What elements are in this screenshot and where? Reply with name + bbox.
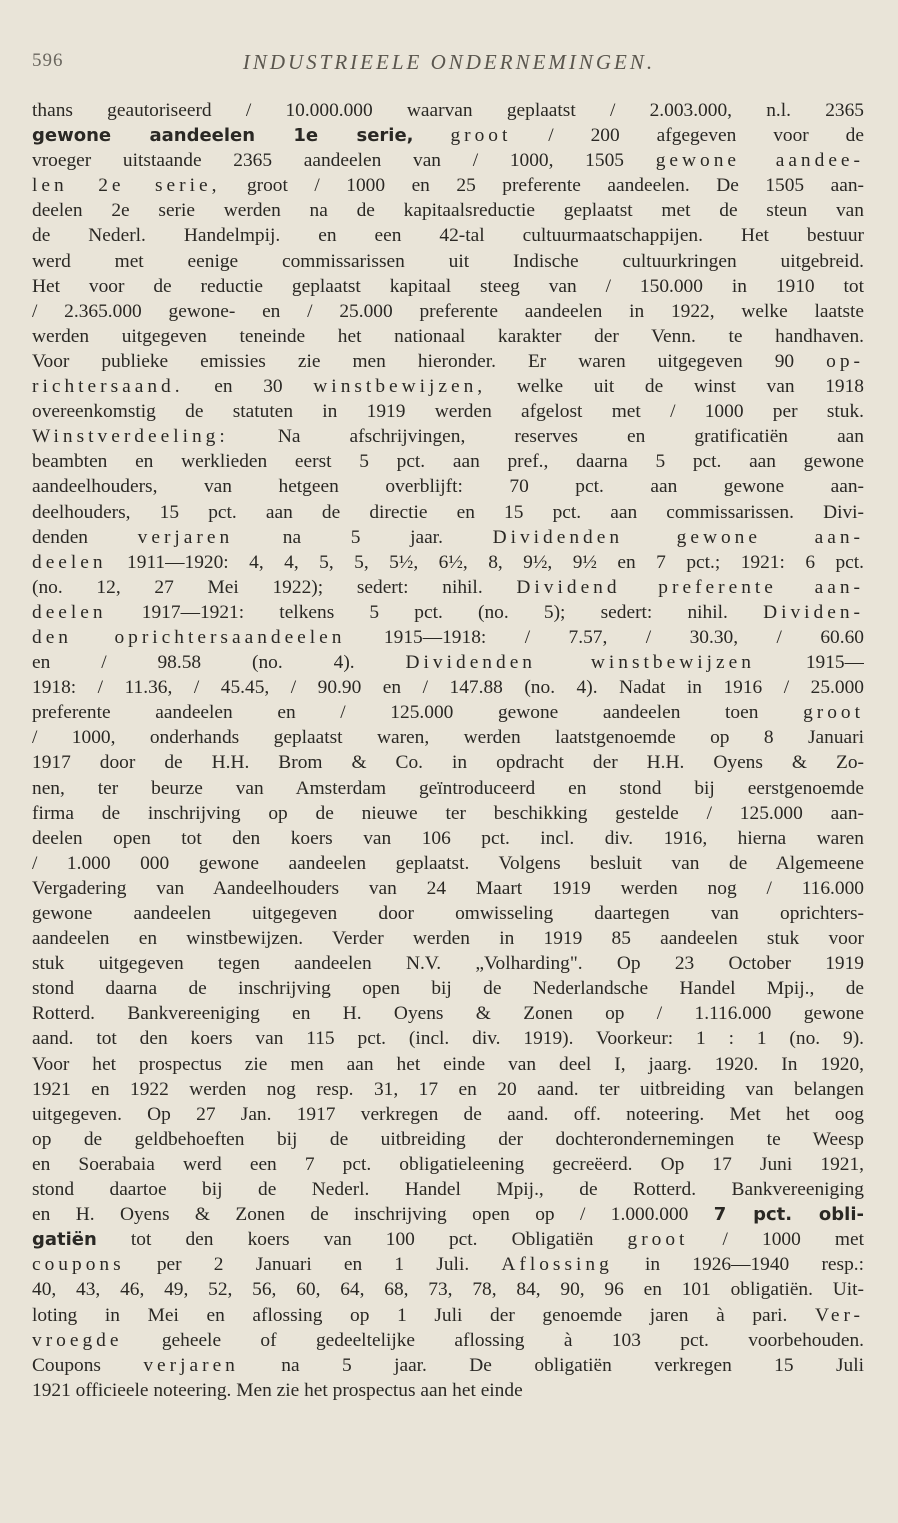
- text-segment: aandeelhouders, van hetgeen overblijft: 70 pct. aan gewone aan-: [32, 476, 864, 498]
- spaced-segment: deelen: [32, 601, 107, 623]
- text-line: [32, 123, 864, 148]
- text-line: [32, 1026, 864, 1051]
- text-segment: 1911—1920: 4, 4, 5, 5, 5½, 6½, 8, 9½, 9½ en 7 pct.; 1921: 6 pct.: [106, 551, 864, 573]
- text-line: [32, 223, 864, 248]
- text-line: [32, 424, 864, 449]
- text-line: [32, 249, 864, 274]
- spaced-segment: Dividen-: [763, 601, 864, 623]
- text-segment: Het voor de reductie geplaatst kapitaal steeg van / 150.000 in 1910 tot: [32, 275, 864, 297]
- text-segment: en 30: [183, 376, 314, 398]
- spaced-segment: op-: [826, 350, 864, 372]
- page-header: [32, 50, 866, 80]
- text-line: [32, 474, 864, 499]
- spaced-segment: vroegde: [32, 1329, 123, 1351]
- text-segment: 1915—: [754, 652, 864, 674]
- text-segment: en / 98.58 (no. 4).: [32, 652, 406, 674]
- body-text: [32, 98, 864, 1403]
- spaced-segment: deelen: [32, 551, 107, 573]
- text-segment: in 1926—1940 resp.:: [612, 1254, 864, 1276]
- text-line: [32, 1303, 864, 1328]
- spaced-segment: gewone aandee-: [655, 150, 864, 172]
- text-segment: preferente aandeelen en / 125.000 gewone aandeelen toen: [32, 702, 804, 724]
- text-line: [32, 625, 864, 650]
- text-segment: na 5 jaar. De obligatiën verkregen 15 Juli: [238, 1354, 864, 1376]
- text-line: [32, 976, 864, 1001]
- bold-segment: gatiën: [32, 1229, 97, 1251]
- text-segment: stond daartoe bij de Nederl. Handel Mpij., de Rotterd. Bankvereeniging: [32, 1179, 864, 1201]
- text-line: [32, 1052, 864, 1077]
- text-line: [32, 725, 864, 750]
- text-line: [32, 1102, 864, 1127]
- text-line: [32, 148, 864, 173]
- text-segment: 1921 officieele noteering. Men zie het prospectus aan het einde: [32, 1379, 523, 1401]
- spaced-segment: Winstverdeeling:: [32, 426, 229, 448]
- text-line: [32, 349, 864, 374]
- spaced-segment: Dividend preferente aan-: [516, 576, 864, 598]
- text-line: [32, 1378, 864, 1403]
- text-segment: firma de inschrijving op de nieuwe ter beschikking gestelde / 125.000 aan-: [32, 802, 864, 824]
- spaced-segment: Aflossing: [501, 1254, 613, 1276]
- text-line: [32, 550, 864, 575]
- text-line: [32, 500, 864, 525]
- spaced-segment: den oprichtersaandeelen: [32, 626, 346, 648]
- text-line: [32, 274, 864, 299]
- text-segment: 1915—1918: / 7.57, / 30.30, / 60.60: [345, 626, 864, 648]
- spaced-segment: winstbewijzen,: [313, 376, 487, 398]
- text-segment: / 200 afgegeven voor de: [511, 125, 864, 147]
- text-segment: vroeger uitstaande 2365 aandeelen van / 1000, 1505: [32, 150, 656, 172]
- bold-segment: 7 pct. obli-: [713, 1204, 864, 1226]
- text-segment: thans geautoriseerd / 10.000.000 waarvan geplaatst / 2.003.000, n.l. 2365: [32, 100, 864, 121]
- text-segment: 1921 en 1922 werden nog resp. 31, 17 en 20 aand. ter uitbreiding van belangen: [32, 1078, 864, 1100]
- text-line: [32, 98, 864, 123]
- text-line: [32, 876, 864, 901]
- text-segment: werden uitgegeven teneinde het nationaal karakter der Venn. te handhaven.: [32, 325, 864, 347]
- text-segment: 1918: / 11.36, / 45.45, / 90.90 en / 147.88 (no. 4). Nadat in 1916 / 25.000: [32, 677, 864, 699]
- spaced-segment: richtersaand.: [32, 376, 184, 398]
- text-segment: stond daarna de inschrijving open bij de Nederlandsche Handel Mpij., de: [32, 978, 864, 1000]
- spaced-segment: groot: [450, 125, 512, 147]
- text-segment: 1917 door de H.H. Brom & Co. in opdracht der H.H. Oyens & Zo-: [32, 752, 864, 774]
- text-segment: Voor het prospectus zie men aan het einde van deel I, jaarg. 1920. In 1920,: [32, 1053, 864, 1075]
- text-segment: 40, 43, 46, 49, 52, 56, 60, 64, 68, 73, 78, 84, 90, 96 en 101 obligatiën. Uit-: [32, 1279, 864, 1301]
- text-segment: per 2 Januari en 1 Juli.: [124, 1254, 502, 1276]
- bold-segment: gewone aandeelen 1e serie,: [32, 125, 414, 147]
- spaced-segment: groot: [627, 1229, 689, 1251]
- spaced-segment: len 2e serie,: [32, 175, 221, 197]
- text-segment: Coupons: [32, 1354, 144, 1376]
- text-segment: tot den koers van 100 pct. Obligatiën: [96, 1229, 628, 1251]
- text-line: [32, 1177, 864, 1202]
- text-segment: welke uit de winst van 1918: [486, 376, 864, 398]
- text-line: [32, 575, 864, 600]
- text-segment: groot / 1000 en 25 preferente aandeelen. De 1505 aan-: [220, 175, 864, 197]
- text-segment: / 1000 met: [688, 1229, 864, 1251]
- text-line: [32, 1252, 864, 1277]
- text-segment: aandeelen en winstbewijzen. Verder werden in 1919 85 aandeelen stuk voor: [32, 928, 864, 950]
- text-line: [32, 173, 864, 198]
- text-line: [32, 951, 864, 976]
- spaced-segment: Ver-: [815, 1304, 864, 1326]
- text-segment: [414, 125, 451, 146]
- text-segment: aand. tot den koers van 115 pct. (incl. div. 1919). Voorkeur: 1 : 1 (no. 9).: [32, 1028, 864, 1050]
- text-line: [32, 324, 864, 349]
- text-segment: (no. 12, 27 Mei 1922); sedert: nihil.: [32, 576, 517, 598]
- text-line: [32, 801, 864, 826]
- text-line: [32, 299, 864, 324]
- text-segment: beambten en werklieden eerst 5 pct. aan pref., daarna 5 pct. aan gewone: [32, 451, 864, 473]
- text-line: [32, 198, 864, 223]
- text-line: [32, 1152, 864, 1177]
- text-segment: gewone aandeelen uitgegeven door omwisseling daartegen van oprichters-: [32, 903, 864, 924]
- text-line: [32, 675, 864, 700]
- spaced-segment: verjaren: [143, 1354, 239, 1376]
- text-segment: Voor publieke emissies zie men hieronder. Er waren uitgegeven 90: [32, 350, 827, 372]
- text-segment: Rotterd. Bankvereeniging en H. Oyens & Zonen op / 1.116.000 gewone: [32, 1003, 864, 1025]
- text-line: [32, 1001, 864, 1026]
- text-line: [32, 700, 864, 725]
- text-line: [32, 650, 864, 675]
- text-line: [32, 1227, 864, 1252]
- text-line: [32, 449, 864, 474]
- text-line: [32, 1277, 864, 1302]
- text-segment: nen, ter beurze van Amsterdam geïntroduceerd en stond bij eerstgenoemde: [32, 777, 864, 799]
- text-segment: geheele of gedeeltelijke aflossing à 103 pct. voorbehouden.: [122, 1329, 864, 1351]
- text-segment: loting in Mei en aflossing op 1 Juli der genoemde jaren à pari.: [32, 1304, 815, 1326]
- spaced-segment: groot: [803, 702, 864, 724]
- text-segment: deelen 2e serie werden na de kapitaalsreductie geplaatst met de steun van: [32, 200, 864, 222]
- spaced-segment: coupons: [32, 1254, 125, 1276]
- text-line: [32, 600, 864, 625]
- text-segment: Vergadering van Aandeelhouders van 24 Maart 1919 werden nog / 116.000: [32, 877, 864, 899]
- text-segment: / 1000, onderhands geplaatst waren, werden laatstgenoemde op 8 Januari: [32, 727, 864, 749]
- text-segment: en H. Oyens & Zonen de inschrijving open op / 1.000.000: [32, 1204, 714, 1226]
- text-segment: deelhouders, 15 pct. aan de directie en 15 pct. aan commissarissen. Divi-: [32, 501, 864, 523]
- text-segment: 1917—1921: telkens 5 pct. (no. 5); sedert: nihil.: [106, 601, 764, 623]
- text-segment: na 5 jaar.: [233, 526, 493, 548]
- text-line: [32, 851, 864, 876]
- text-line: [32, 1202, 864, 1227]
- text-segment: uitgegeven. Op 27 Jan. 1917 verkregen de aand. off. noteering. Met het oog: [32, 1103, 864, 1125]
- text-line: [32, 1328, 864, 1353]
- page-number: 596: [32, 50, 64, 71]
- text-line: [32, 374, 864, 399]
- text-line: [32, 1077, 864, 1102]
- text-line: [32, 1353, 864, 1378]
- text-segment: werd met eenige commissarissen uit Indische cultuurkringen uitgebreid.: [32, 250, 864, 272]
- text-segment: / 1.000 000 gewone aandeelen geplaatst. Volgens besluit van de Algemeene: [32, 852, 864, 874]
- text-segment: op de geldbehoeften bij de uitbreiding der dochterondernemingen te Weesp: [32, 1128, 864, 1150]
- text-line: [32, 826, 864, 851]
- spaced-segment: Dividenden winstbewijzen: [405, 652, 755, 674]
- text-line: [32, 901, 864, 926]
- spaced-segment: verjaren: [137, 526, 234, 548]
- running-title: INDUSTRIEELE ONDERNEMINGEN.: [242, 50, 656, 74]
- text-line: [32, 776, 864, 801]
- text-segment: Na afschrijvingen, reserves en gratificatiën aan: [228, 426, 864, 448]
- text-segment: stuk uitgegeven tegen aandeelen N.V. „Volharding". Op 23 October 1919: [32, 953, 864, 975]
- text-segment: deelen open tot den koers van 106 pct. incl. div. 1916, hierna waren: [32, 827, 864, 849]
- text-line: [32, 399, 864, 424]
- text-segment: en Soerabaia werd een 7 pct. obligatieleening gecreëerd. Op 17 Juni 1921,: [32, 1153, 864, 1175]
- text-segment: denden: [32, 526, 138, 548]
- text-line: [32, 525, 864, 550]
- text-line: [32, 1127, 864, 1152]
- text-segment: / 2.365.000 gewone- en / 25.000 preferente aandeelen in 1922, welke laatste: [32, 300, 864, 322]
- text-segment: overeenkomstig de statuten in 1919 werden afgelost met / 1000 per stuk.: [32, 401, 864, 423]
- spaced-segment: Dividenden gewone aan-: [492, 526, 864, 548]
- text-line: [32, 926, 864, 951]
- text-segment: de Nederl. Handelmpij. en een 42-tal cultuurmaatschappijen. Het bestuur: [32, 225, 864, 247]
- text-line: [32, 750, 864, 775]
